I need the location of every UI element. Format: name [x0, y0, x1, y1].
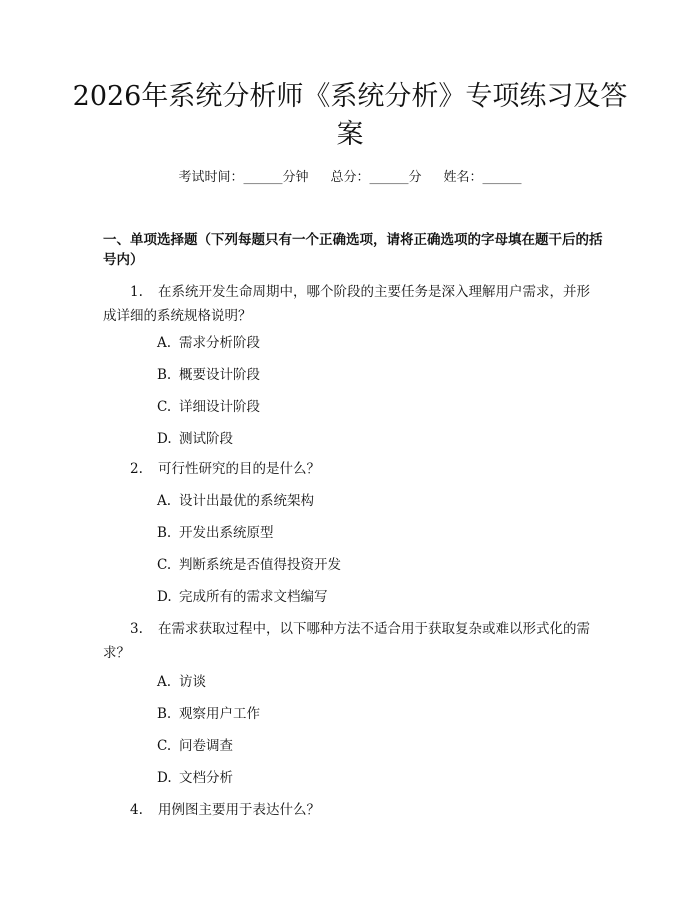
question-number: 1. — [130, 284, 143, 300]
question-text: 在系统开发生命周期中，哪个阶段的主要任务是深入理解用户需求，并形成详细的系统规格说明？ — [103, 284, 590, 324]
option-letter: C. — [157, 738, 172, 754]
option-1d — [157, 429, 233, 449]
option-3c — [157, 736, 233, 756]
question-1 — [103, 280, 603, 328]
option-letter: B. — [157, 706, 172, 722]
option-3b — [157, 704, 260, 724]
option-text: 访谈 — [179, 674, 206, 690]
option-1b — [157, 365, 260, 385]
option-text: 观察用户工作 — [179, 706, 260, 722]
option-letter: A. — [157, 493, 172, 509]
option-letter: B. — [157, 367, 172, 383]
option-text: 设计出最优的系统架构 — [179, 493, 314, 509]
option-letter: D. — [157, 431, 172, 447]
question-3 — [103, 617, 603, 665]
option-text: 判断系统是否值得投资开发 — [179, 557, 341, 573]
option-text: 需求分析阶段 — [179, 335, 260, 351]
question-4 — [103, 798, 603, 822]
option-2d — [157, 587, 328, 607]
option-2a — [157, 491, 314, 511]
option-2b — [157, 523, 274, 543]
option-letter: D. — [157, 589, 172, 605]
option-text: 完成所有的需求文档编写 — [179, 589, 328, 605]
total-score-label: 总分：______分 — [330, 170, 422, 185]
option-letter: A. — [157, 674, 172, 690]
document-title: 2026年系统分析师《系统分析》专项练习及答案 — [72, 81, 628, 150]
option-text: 详细设计阶段 — [179, 399, 260, 415]
option-2c — [157, 555, 341, 575]
option-text: 文档分析 — [179, 770, 233, 786]
option-text: 概要设计阶段 — [179, 367, 260, 383]
option-letter: A. — [157, 335, 172, 351]
question-number: 4. — [130, 802, 143, 818]
option-letter: C. — [157, 557, 172, 573]
option-1c — [157, 397, 260, 417]
question-text: 在需求获取过程中，以下哪种方法不适合用于获取复杂或难以形式化的需求？ — [103, 621, 590, 661]
option-1a — [157, 333, 260, 353]
question-number: 3. — [130, 621, 143, 637]
exam-meta — [0, 169, 700, 187]
option-letter: D. — [157, 770, 172, 786]
exam-time-label: 考试时间：______分钟 — [178, 170, 309, 185]
question-number: 2. — [130, 461, 143, 477]
option-3d — [157, 768, 233, 788]
question-text: 可行性研究的目的是什么？ — [158, 461, 320, 477]
option-text: 问卷调查 — [179, 738, 233, 754]
question-text: 用例图主要用于表达什么？ — [158, 802, 320, 818]
option-text: 测试阶段 — [179, 431, 233, 447]
option-3a — [157, 672, 206, 692]
option-letter: B. — [157, 525, 172, 541]
option-text: 开发出系统原型 — [179, 525, 274, 541]
option-letter: C. — [157, 399, 172, 415]
section-heading: 一、单项选择题（下列每题只有一个正确选项，请将正确选项的字母填在题干后的括号内） — [103, 232, 603, 268]
name-label: 姓名：______ — [443, 170, 522, 185]
question-2 — [103, 457, 603, 481]
